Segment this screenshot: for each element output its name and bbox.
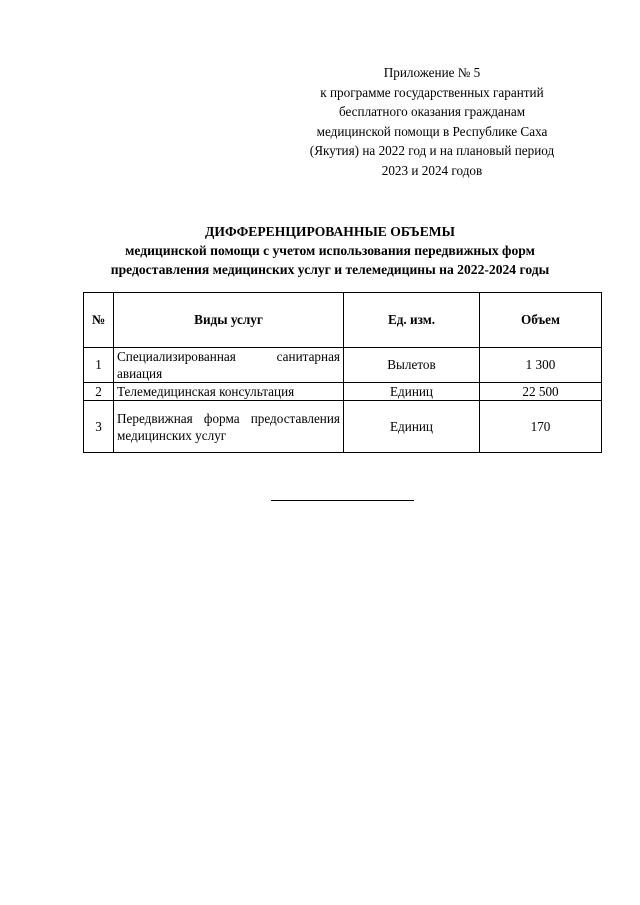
row-service: Телемедицинская консультация bbox=[114, 383, 344, 401]
header-service: Виды услуг bbox=[114, 293, 344, 348]
row-number: 3 bbox=[84, 401, 114, 453]
document-title bbox=[70, 222, 590, 279]
appendix-line: медицинской помощи в Республике Саха bbox=[316, 123, 548, 139]
row-unit: Единиц bbox=[344, 383, 480, 401]
appendix-line: (Якутия) на 2022 год и на плановый период bbox=[309, 143, 555, 158]
table-row bbox=[84, 383, 602, 401]
header-unit: Ед. изм. bbox=[344, 293, 480, 348]
appendix-block bbox=[280, 63, 584, 180]
row-volume: 170 bbox=[480, 401, 602, 453]
row-service: Специализированная санитарная авиация bbox=[114, 348, 344, 383]
header-number: № bbox=[84, 293, 114, 348]
row-service: Передвижная форма предоставления медицинских услуг bbox=[114, 401, 344, 453]
row-unit: Единиц bbox=[344, 401, 480, 453]
row-number: 2 bbox=[84, 383, 114, 401]
table-row bbox=[84, 348, 602, 383]
appendix-line: к программе государственных гарантий bbox=[320, 84, 544, 100]
appendix-line: Приложение № 5 bbox=[383, 65, 481, 80]
row-number: 1 bbox=[84, 348, 114, 383]
title-line: медицинской помощи с учетом использования передвижных форм bbox=[125, 243, 535, 258]
row-volume: 1 300 bbox=[480, 348, 602, 383]
table-row bbox=[84, 401, 602, 453]
volumes-table bbox=[83, 292, 602, 453]
row-volume: 22 500 bbox=[480, 383, 602, 401]
table-header-row bbox=[84, 293, 602, 348]
appendix-line: 2023 и 2024 годов bbox=[381, 162, 483, 178]
header-volume: Объем bbox=[480, 293, 602, 348]
title-line: ДИФФЕРЕНЦИРОВАННЫЕ ОБЪЕМЫ bbox=[205, 224, 455, 239]
title-line: предоставления медицинских услуг и телемедицины на 2022-2024 годы bbox=[110, 262, 550, 277]
appendix-line: бесплатного оказания гражданам bbox=[338, 104, 526, 119]
row-unit: Вылетов bbox=[344, 348, 480, 383]
end-separator-line bbox=[271, 500, 414, 501]
